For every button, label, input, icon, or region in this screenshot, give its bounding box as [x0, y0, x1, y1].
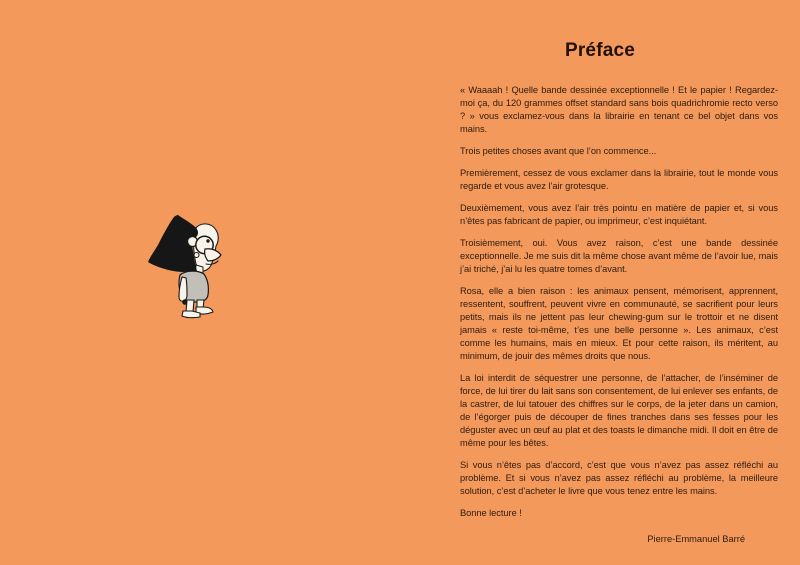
character-left-leg	[186, 300, 194, 312]
cartoon-character-illustration	[145, 205, 230, 325]
eye-pupil	[206, 239, 209, 242]
preface-paragraph: Si vous n’êtes pas d’accord, c’est que vous n’avez pas assez réfléchi au problème. Et si vous n’avez pas assez réfléchi au problème, la meilleure solution, c’est d’acheter le livre que vous tenez entre les mains.	[460, 460, 778, 496]
character-left-shoe	[182, 311, 200, 318]
preface-header	[400, 40, 800, 62]
preface-paragraph: « Waaaah ! Quelle bande dessinée exceptionnelle ! Et le papier ! Regardez-moi ça, du 120 grammes offset standard sans bois quadrichromie recto verso ? » vous exclamez-vous dans la librairie en tenant ce bel objet dans vos mains.	[460, 85, 778, 134]
preface-paragraph: Rosa, elle a bien raison : les animaux pensent, mémorisent, apprennent, ressentent, souffrent, peuvent vivre en communauté, se sacrifient pour leurs petits, mais ils ne jettent pas leur chewing-gum sur le trottoir et ne disent jamais « reste toi-même, t’es une belle personne ». Les animaux, c’est comme les humains, mais en mieux. Et pour cette raison, ils méritent, au minimum, de jouir des mêmes droits que nous.	[460, 286, 778, 361]
preface-closing-line: Bonne lecture !	[460, 508, 522, 518]
preface-paragraph: Troisièmement, oui. Vous avez raison, c’est une bande dessinée exceptionnelle. Je me suis dit la même chose avant même de l’avoir lue, mais j’ai triché, j’ai lu les quatre tomes d’avant.	[460, 238, 778, 274]
preface-paragraph: Deuxièmement, vous avez l’air très pointu en matière de papier et, si vous n’êtes pas fabricant de papier, ou imprimeur, c’est inquiétant.	[460, 203, 778, 226]
preface-text-column	[460, 84, 778, 546]
preface-paragraph: Premièrement, cessez de vous exclamer dans la librairie, tout le monde vous regarde et vous avez l’air grotesque.	[460, 168, 778, 191]
author-signature: Pierre-Emmanuel Barré	[647, 534, 745, 544]
preface-paragraph: La loi interdit de séquestrer une personne, de l’attacher, de l’inséminer de force, de lui tirer du lait sans son consentement, de lui enlever ses enfants, de la castrer, de lui tatouer des chiffres sur le corps, de la jeter dans un camion, de l’égorger puis de découper de fines tranches dans ses fesses pour les déguster avec un œuf au plat et des toasts le dimanche midi. Il doit en être de même pour les bêtes.	[460, 373, 778, 448]
cartoon-character-icon	[145, 205, 230, 325]
page-title: Préface	[564, 40, 636, 61]
preface-paragraph: Trois petites choses avant que l’on commence...	[460, 146, 657, 156]
character-nose	[205, 249, 221, 261]
character-ear	[194, 253, 199, 258]
